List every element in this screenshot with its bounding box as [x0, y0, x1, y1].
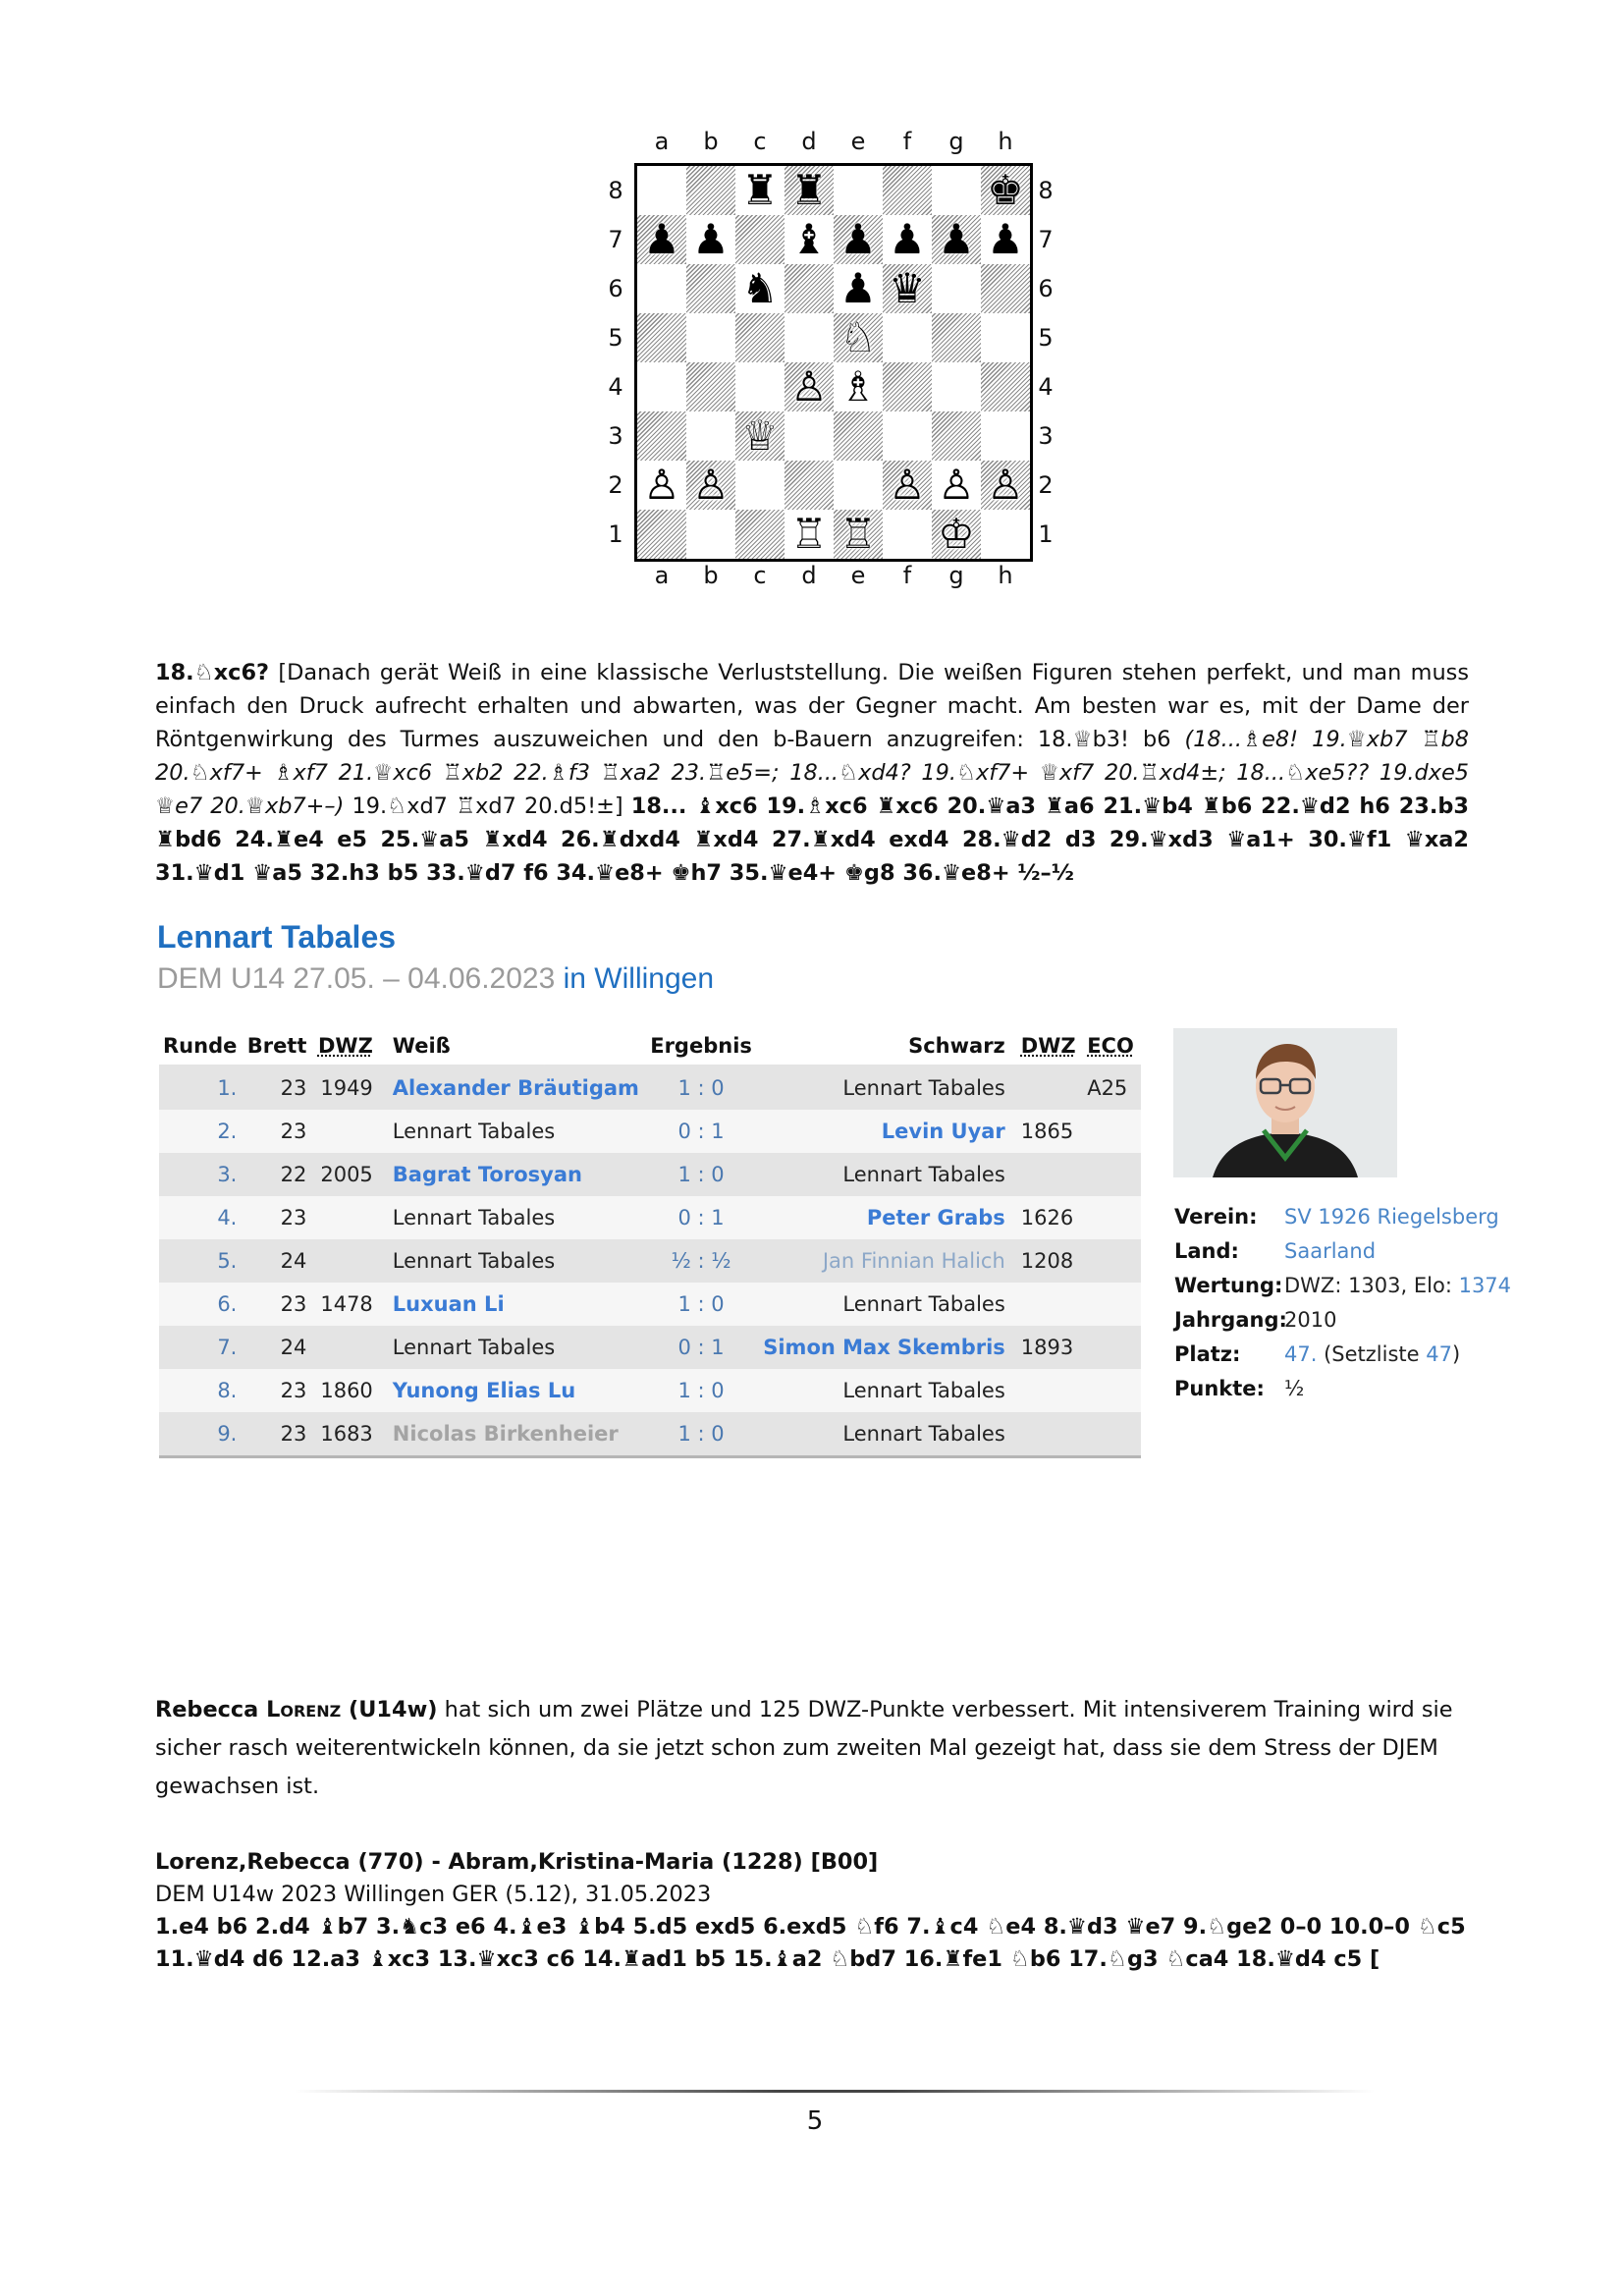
- cell-round[interactable]: 4.: [159, 1196, 241, 1239]
- cell-board: 23: [241, 1283, 310, 1326]
- square-d2: [784, 461, 834, 510]
- square-f2: [883, 461, 932, 510]
- table-row: [159, 1153, 1141, 1196]
- square-b6: [686, 264, 735, 313]
- land-link[interactable]: Saarland: [1284, 1239, 1377, 1263]
- cell-result[interactable]: 0 : 1: [643, 1110, 759, 1153]
- square-d3: [784, 411, 834, 461]
- header-weiss: Weiß: [377, 1027, 643, 1066]
- rank-label-right-8: 8: [1038, 177, 1054, 204]
- square-g6: [932, 264, 981, 313]
- analysis-main-move: 18.♘xc6?: [155, 660, 270, 685]
- square-g3: [932, 411, 981, 461]
- event-location[interactable]: in Willingen: [563, 962, 715, 995]
- cell-black[interactable]: Simon Max Skembris: [759, 1326, 1009, 1369]
- piece-wB-e4: ♗: [839, 362, 877, 410]
- cell-black: Lennart Tabales: [759, 1369, 1009, 1412]
- cell-eco: [1083, 1326, 1141, 1369]
- rank-label-left-7: 7: [608, 226, 623, 253]
- cell-eco: A25: [1083, 1066, 1141, 1110]
- square-g5: [932, 313, 981, 362]
- square-g4: [932, 362, 981, 411]
- cell-round[interactable]: 9.: [159, 1412, 241, 1457]
- analysis-paragraph: [155, 656, 1469, 890]
- cell-dwz-black: [1009, 1412, 1083, 1457]
- square-b3: [686, 411, 735, 461]
- game2-event: DEM U14w 2023 Willingen GER (5.12), 31.05.2023: [155, 1882, 712, 1907]
- piece-wP-b2: ♙: [692, 461, 730, 509]
- cell-result[interactable]: 1 : 0: [643, 1283, 759, 1326]
- cell-board: 23: [241, 1066, 310, 1110]
- square-f3: [883, 411, 932, 461]
- square-e7: [834, 215, 883, 264]
- cell-white: Lennart Tabales: [377, 1239, 643, 1283]
- table-row: [159, 1066, 1141, 1110]
- table-row: [159, 1239, 1141, 1283]
- rank-label-right-6: 6: [1038, 275, 1054, 302]
- square-c5: [735, 313, 784, 362]
- square-a5: [637, 313, 686, 362]
- square-f7: [883, 215, 932, 264]
- square-a4: [637, 362, 686, 411]
- cell-black[interactable]: Peter Grabs: [759, 1196, 1009, 1239]
- square-a1: [637, 510, 686, 559]
- rank-label-left-3: 3: [608, 422, 623, 450]
- rank-label-left-4: 4: [608, 373, 623, 401]
- square-d5: [784, 313, 834, 362]
- square-e4: [834, 362, 883, 411]
- square-h6: [981, 264, 1030, 313]
- piece-bK-h8: ♚: [987, 166, 1024, 214]
- piece-bP-f7: ♟: [889, 215, 926, 263]
- square-h5: [981, 313, 1030, 362]
- rank-label-left-6: 6: [608, 275, 623, 302]
- file-label-bottom-b: b: [703, 562, 719, 589]
- file-label-top-c: c: [753, 128, 767, 155]
- rank-label-right-5: 5: [1038, 324, 1054, 352]
- cell-board: 24: [241, 1326, 310, 1369]
- cell-white[interactable]: Alexander Bräutigam: [377, 1066, 643, 1110]
- piece-bP-a7: ♟: [643, 215, 680, 263]
- cell-result[interactable]: 1 : 0: [643, 1412, 759, 1457]
- player-photo: [1173, 1028, 1397, 1177]
- piece-bP-g7: ♟: [938, 215, 975, 263]
- square-g2: [932, 461, 981, 510]
- header-brett: Brett: [241, 1027, 310, 1066]
- piece-wR-d1: ♖: [790, 510, 828, 558]
- cell-white[interactable]: Nicolas Birkenheier: [377, 1412, 643, 1457]
- piece-bP-e7: ♟: [839, 215, 877, 263]
- table-row: [159, 1283, 1141, 1326]
- square-c7: [735, 215, 784, 264]
- piece-bR-c8: ♜: [741, 166, 779, 214]
- file-label-top-d: d: [801, 128, 817, 155]
- cell-round[interactable]: 1.: [159, 1066, 241, 1110]
- square-f4: [883, 362, 932, 411]
- cell-white: Lennart Tabales: [377, 1196, 643, 1239]
- square-e2: [834, 461, 883, 510]
- cell-result[interactable]: 1 : 0: [643, 1153, 759, 1196]
- chess-board: [634, 163, 1033, 562]
- cell-white[interactable]: Yunong Elias Lu: [377, 1369, 643, 1412]
- analysis-variation: (18...♗e8! 19.♕xb7 ♖b8 20.♘xf7+ ♗xf7 21.♕xc6 ♖xb2 22.♗f3 ♖xa2 23.♖e5=; 18...♘xd4? 19.♘xf7+ ♕xf7 20.♖xd4±; 18...♘xe5?? 19.dxe5 ♕e7 20.♕xb7+–): [155, 727, 1470, 819]
- square-c8: [735, 166, 784, 215]
- piece-bB-d7: ♝: [790, 215, 828, 263]
- cell-result[interactable]: 0 : 1: [643, 1326, 759, 1369]
- square-d1: [784, 510, 834, 559]
- file-label-bottom-g: g: [948, 562, 964, 589]
- piece-wR-e1: ♖: [839, 510, 877, 558]
- cell-eco: [1083, 1412, 1141, 1457]
- cell-board: 23: [241, 1110, 310, 1153]
- square-c6: [735, 264, 784, 313]
- cell-dwz-black: 1208: [1009, 1239, 1083, 1283]
- piece-wP-d4: ♙: [790, 362, 828, 410]
- cell-dwz-white: 1478: [310, 1283, 376, 1326]
- results-header-row: [159, 1027, 1141, 1066]
- square-h8: [981, 166, 1030, 215]
- piece-wP-f2: ♙: [889, 461, 926, 509]
- table-row: [159, 1326, 1141, 1369]
- cell-round[interactable]: 6.: [159, 1283, 241, 1326]
- info-jahrgang: Jahrgang:2010: [1174, 1308, 1337, 1332]
- event-subheading: [157, 962, 714, 996]
- piece-bP-h7: ♟: [987, 215, 1024, 263]
- cell-result[interactable]: 1 : 0: [643, 1066, 759, 1110]
- cell-round[interactable]: 2.: [159, 1110, 241, 1153]
- file-label-bottom-c: c: [753, 562, 767, 589]
- verein-link[interactable]: SV 1926 Riegelsberg: [1284, 1205, 1499, 1229]
- header-ergebnis: Ergebnis: [643, 1027, 759, 1066]
- cell-eco: [1083, 1153, 1141, 1196]
- cell-dwz-white: [310, 1326, 376, 1369]
- file-label-top-g: g: [948, 128, 964, 155]
- cell-dwz-black: 1865: [1009, 1110, 1083, 1153]
- chess-diagram: [594, 126, 1055, 597]
- rank-label-left-2: 2: [608, 471, 623, 499]
- rank-label-left-5: 5: [608, 324, 623, 352]
- cell-board: 24: [241, 1239, 310, 1283]
- square-d7: [784, 215, 834, 264]
- piece-bP-e6: ♟: [839, 264, 877, 312]
- square-a2: [637, 461, 686, 510]
- cell-dwz-black: 1893: [1009, 1326, 1083, 1369]
- square-b1: [686, 510, 735, 559]
- cell-dwz-white: [310, 1196, 376, 1239]
- cell-eco: [1083, 1196, 1141, 1239]
- setzliste-link[interactable]: 47: [1426, 1342, 1452, 1366]
- rank-label-right-3: 3: [1038, 422, 1054, 450]
- rank-label-right-4: 4: [1038, 373, 1054, 401]
- cell-round[interactable]: 3.: [159, 1153, 241, 1196]
- cell-white[interactable]: Luxuan Li: [377, 1283, 643, 1326]
- cell-black: Lennart Tabales: [759, 1412, 1009, 1457]
- piece-wQ-c3: ♕: [741, 411, 779, 460]
- header-eco: ECO: [1083, 1027, 1141, 1066]
- piece-wP-a2: ♙: [643, 461, 680, 509]
- file-label-bottom-a: a: [654, 562, 670, 589]
- event-dates: DEM U14 27.05. – 04.06.2023: [157, 962, 556, 995]
- table-row: [159, 1110, 1141, 1153]
- table-row: [159, 1412, 1141, 1457]
- square-c1: [735, 510, 784, 559]
- square-h3: [981, 411, 1030, 461]
- cell-round[interactable]: 7.: [159, 1326, 241, 1369]
- rank-label-right-7: 7: [1038, 226, 1054, 253]
- cell-result[interactable]: ½ : ½: [643, 1239, 759, 1283]
- piece-wP-g2: ♙: [938, 461, 975, 509]
- cell-result[interactable]: 0 : 1: [643, 1196, 759, 1239]
- cell-board: 23: [241, 1412, 310, 1457]
- square-e8: [834, 166, 883, 215]
- game2-header: Lorenz,Rebecca (770) - Abram,Kristina-Maria (1228) [B00]: [155, 1849, 879, 1875]
- cell-eco: [1083, 1110, 1141, 1153]
- game2-moves: 1.e4 b6 2.d4 ♝b7 3.♞c3 e6 4.♝e3 ♝b4 5.d5 exd5 6.exd5 ♘f6 7.♝c4 ♘e4 8.♛d3 ♛e7 9.♘ge2 0–0 10.0–0 ♘c5 11.♛d4 d6 12.a3 ♝xc3 13.♛xc3 c6 14.♜ad1 b5 15.♝a2 ♘bd7 16.♜fe1 ♘b6 17.♘g3 ♘ca4 18.♛d4 c5 [: [155, 1914, 1466, 1972]
- cell-dwz-white: 2005: [310, 1153, 376, 1196]
- square-h4: [981, 362, 1030, 411]
- cell-black: Lennart Tabales: [759, 1066, 1009, 1110]
- file-label-bottom-f: f: [902, 562, 912, 589]
- square-f6: [883, 264, 932, 313]
- square-e5: [834, 313, 883, 362]
- info-verein: Verein: SV 1926 Riegelsberg: [1174, 1205, 1499, 1229]
- rank-label-left-8: 8: [608, 177, 623, 204]
- rank-label-left-1: 1: [608, 520, 623, 548]
- analysis-text-2: 19.♘xd7 ♖xd7 20.d5!±]: [344, 793, 631, 819]
- square-f5: [883, 313, 932, 362]
- info-punkte: Punkte: ½: [1174, 1377, 1305, 1400]
- file-label-top-h: h: [998, 128, 1013, 155]
- footer-divider: [295, 2090, 1375, 2093]
- info-wertung: Wertung:DWZ: 1303, Elo: 1374: [1174, 1274, 1512, 1297]
- cell-dwz-black: 1626: [1009, 1196, 1083, 1239]
- info-platz: Platz: 47. (Setzliste 47): [1174, 1342, 1461, 1366]
- file-label-top-f: f: [902, 128, 912, 155]
- cell-black: Lennart Tabales: [759, 1153, 1009, 1196]
- cell-round[interactable]: 5.: [159, 1239, 241, 1283]
- square-b2: [686, 461, 735, 510]
- cell-eco: [1083, 1239, 1141, 1283]
- player-name-heading[interactable]: Lennart Tabales: [157, 919, 397, 955]
- header-dwz-white: DWZ: [310, 1027, 376, 1066]
- file-label-top-a: a: [654, 128, 670, 155]
- square-a8: [637, 166, 686, 215]
- piece-wK-g1: ♔: [938, 510, 975, 558]
- player-info: [1174, 1200, 1511, 1406]
- square-h2: [981, 461, 1030, 510]
- square-h7: [981, 215, 1030, 264]
- square-c3: [735, 411, 784, 461]
- rank-label-right-2: 2: [1038, 471, 1054, 499]
- cell-dwz-black: [1009, 1283, 1083, 1326]
- piece-bP-b7: ♟: [692, 215, 730, 263]
- square-g7: [932, 215, 981, 264]
- square-a3: [637, 411, 686, 461]
- square-h1: [981, 510, 1030, 559]
- table-row: [159, 1369, 1141, 1412]
- info-land: Land: Saarland: [1174, 1239, 1377, 1263]
- cell-black[interactable]: Jan Finnian Halich: [759, 1239, 1009, 1283]
- cell-dwz-white: [310, 1239, 376, 1283]
- game2-block: [155, 1846, 1469, 1976]
- square-b8: [686, 166, 735, 215]
- piece-bR-d8: ♜: [790, 166, 828, 214]
- platz-link[interactable]: 47.: [1284, 1342, 1318, 1366]
- results-table: [159, 1027, 1141, 1458]
- cell-round[interactable]: 8.: [159, 1369, 241, 1412]
- piece-bQ-f6: ♛: [889, 264, 926, 312]
- square-a7: [637, 215, 686, 264]
- square-d6: [784, 264, 834, 313]
- analysis-text-1: [Danach gerät Weiß in eine klassische Verluststellung. Die weißen Figuren stehen perfekt, und man muss einfach den Druck aufrecht erhalten und abwarten, was der Gegner macht. Am besten war es, mit der Dame der Röntgenwirkung des Turmes auszuweichen und den b-Bauern anzugreifen: 18.♕b3! b6: [155, 660, 1469, 752]
- cell-board: 22: [241, 1153, 310, 1196]
- cell-black[interactable]: Levin Uyar: [759, 1110, 1009, 1153]
- file-label-bottom-e: e: [850, 562, 866, 589]
- elo-link[interactable]: 1374: [1458, 1274, 1512, 1297]
- file-label-top-b: b: [703, 128, 719, 155]
- analysis-moves: 18... ♝xc6 19.♗xc6 ♜xc6 20.♛a3 ♜a6 21.♛b4 ♜b6 22.♛d2 h6 23.b3 ♜bd6 24.♜e4 e5 25.♛a5 ♜xd4 26.♜dxd4 ♜xd4 27.♜xd4 exd4 28.♛d2 d3 29.♛xd3 ♛a1+ 30.♛f1 ♛xa2 31.♛d1 ♛a5 32.h3 b5 33.♛d7 f6 34.♛e8+ ♚h7 35.♛e4+ ♚g8 36.♛e8+ ½–½: [155, 793, 1470, 886]
- cell-dwz-black: [1009, 1153, 1083, 1196]
- cell-white[interactable]: Bagrat Torosyan: [377, 1153, 643, 1196]
- square-b5: [686, 313, 735, 362]
- file-label-top-e: e: [850, 128, 866, 155]
- cell-dwz-black: [1009, 1369, 1083, 1412]
- square-c4: [735, 362, 784, 411]
- rank-label-right-1: 1: [1038, 520, 1054, 548]
- cell-dwz-white: 1683: [310, 1412, 376, 1457]
- piece-bN-c6: ♞: [741, 264, 779, 312]
- piece-wP-h2: ♙: [987, 461, 1024, 509]
- square-a6: [637, 264, 686, 313]
- piece-wN-e5: ♘: [839, 313, 877, 361]
- file-label-bottom-d: d: [801, 562, 817, 589]
- cell-eco: [1083, 1283, 1141, 1326]
- cell-dwz-white: [310, 1110, 376, 1153]
- square-f1: [883, 510, 932, 559]
- square-e1: [834, 510, 883, 559]
- header-runde: Runde: [159, 1027, 241, 1066]
- cell-dwz-black: [1009, 1066, 1083, 1110]
- cell-black: Lennart Tabales: [759, 1283, 1009, 1326]
- square-b7: [686, 215, 735, 264]
- cell-white: Lennart Tabales: [377, 1326, 643, 1369]
- square-c2: [735, 461, 784, 510]
- cell-result[interactable]: 1 : 0: [643, 1369, 759, 1412]
- player-photo-illustration: [1173, 1028, 1397, 1177]
- table-row: [159, 1196, 1141, 1239]
- cell-eco: [1083, 1369, 1141, 1412]
- header-schwarz: Schwarz: [759, 1027, 1009, 1066]
- rebecca-paragraph: Rebecca Lorenz (U14w) hat sich um zwei Plätze und 125 DWZ-Punkte verbessert. Mit intensiverem Training wird sie sicher rasch weiterentwickeln können, da sie jetzt schon zum zweiten Mal gezeigt hat, dass sie dem Stress der DJEM gewachsen ist.: [155, 1697, 1453, 1799]
- square-g1: [932, 510, 981, 559]
- cell-board: 23: [241, 1369, 310, 1412]
- file-label-bottom-h: h: [998, 562, 1013, 589]
- cell-dwz-white: 1860: [310, 1369, 376, 1412]
- page-number: 5: [806, 2106, 824, 2136]
- square-g8: [932, 166, 981, 215]
- cell-white: Lennart Tabales: [377, 1110, 643, 1153]
- cell-board: 23: [241, 1196, 310, 1239]
- square-e3: [834, 411, 883, 461]
- square-e6: [834, 264, 883, 313]
- square-d8: [784, 166, 834, 215]
- cell-dwz-white: 1949: [310, 1066, 376, 1110]
- header-dwz-black: DWZ: [1009, 1027, 1083, 1066]
- square-f8: [883, 166, 932, 215]
- square-b4: [686, 362, 735, 411]
- square-d4: [784, 362, 834, 411]
